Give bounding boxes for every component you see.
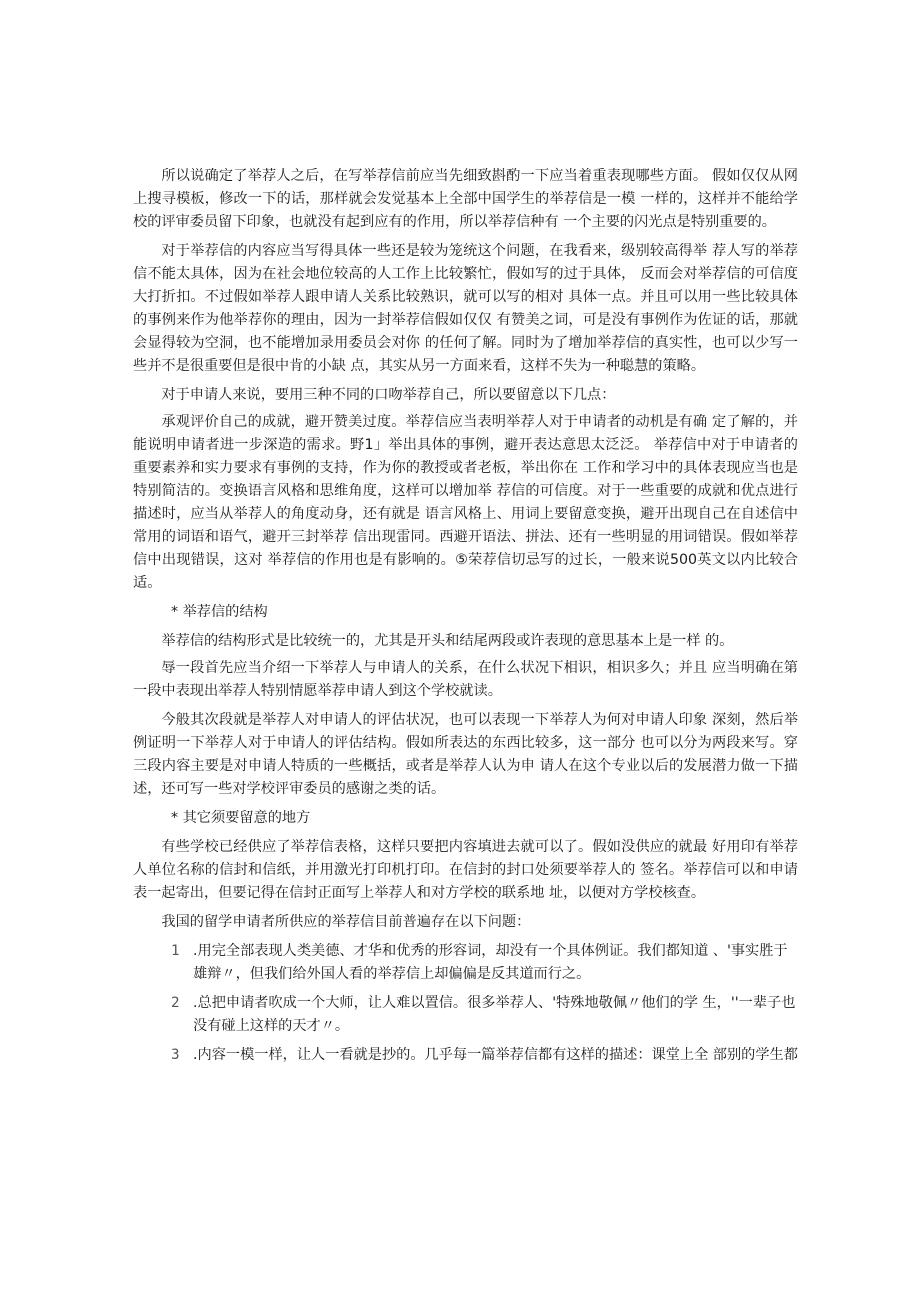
paragraph-three-voices-intro: 对于申请人来说，要用三种不同的口吻举荐自己，所以要留意以下几点： bbox=[161, 387, 616, 403]
list-item-text: .总把申请者吹成一个大师，让人难以置信。很多举荐人、'特殊地敬佩〃他们的学 生，''一辈子也没有碰上这样的天才〃。 bbox=[193, 995, 796, 1034]
paragraph-forms-and-envelopes: 有些学校已经供应了举荐信表格，这样只要把内容填进去就可以了。假如没供应的就最 好用印有举荐人单位名称的信封和信纸，并用激光打印机打印。在信封的封口处须要举荐人的 签名。举荐信可以和申请表一起寄出，但要记得在信封正面写上举荐人和对方学校的联系地 址，以便对方学校核查。 bbox=[133, 839, 798, 901]
section-heading-other-notes: * 其它须要留意的地方 bbox=[171, 810, 311, 826]
paragraph-second-third-section: 今般其次段就是举荐人对申请人的评估状况，也可以表现一下举荐人为何对申请人印象 深刻，然后举例证明一下举荐人对于申请人的评估结构。假如所表达的东西比较多，这一部分 也可以分为两段来写。穿三段内容主要是对申请人特质的一些概括，或者是举荐人认为申 请人在这个专业以后的发展潜力做一下描述，还可写一些对学校评审委员的感谢之类的话。 bbox=[133, 712, 798, 797]
paragraph-common-problems-intro: 我国的留学申请者所供应的举荐信目前普遍存在以下问题： bbox=[161, 914, 531, 930]
list-number: 2 bbox=[171, 995, 180, 1011]
paragraph-structure-overview: 举荐信的结构形式是比较统一的，尤其是开头和结尾两段或许表现的意思基本上是一样 的。 bbox=[161, 633, 734, 649]
paragraph-choosing-recommender: 所以说确定了举荐人之后，在写举荐信前应当先细致斟酌一下应当着重表现哪些方面。 假如仅仅从网上搜寻模板，修改一下的话，那样就会发觉基本上全部中国学生的举荐信是一模 一样的，这样并不能给学校的评审委员留下印象，也就没有起到应有的作用，所以举荐信种有 一个主要的闪光点是特别重要的。 bbox=[133, 168, 798, 230]
list-number: 1 bbox=[171, 943, 180, 959]
list-item-text: .用完全部表现人类美德、才华和优秀的形容词，却没有一个具体例证。我们都知道 、'事实胜于雄辩〃，但我们给外国人看的举荐信上却偏偏是反其道而行之。 bbox=[193, 943, 788, 982]
paragraph-level-of-detail: 对于举荐信的内容应当写得具体一些还是较为笼统这个问题，在我看来，级别较高得举 荐人写的举荐信不能太具体，因为在社会地位较高的人工作上比较繁忙，假如写的过于具体， 反而会对举荐信的可信度大打折扣。不过假如举荐人跟申请人关系比较熟识，就可以写的相对 具体一点。并且可以用一些比较具体的事例来作为他举荐你的理由，因为一封举荐信假如仅仅 有赞美之词，可是没有事例作为佐证的话，那就会显得较为空洞，也不能增加录用委员会对你 的任何了解。同时为了增加举荐信的真实性，也可以少写一些并不是很重要但是很中肯的小缺 点，其实从另一方面来看，这样不失为一种聪慧的策略。 bbox=[133, 243, 798, 374]
paragraph-tips: 承观评价自己的成就，避开赞美过度。举荐信应当表明举荐人对于申请者的动机是有确 定了解的，并能说明申请者进一步深造的需求。野1」举出具体的事例，避开表达意思太泛泛。 举荐信中对于申请者的重要素养和实力要求有事例的支持，作为你的教授或者老板，举出你在 工作和学习中的具体表现应当也是特别简洁的。变换语言风格和思维角度，这样可以增加举 荐信的可信度。对于一些重要的成就和优点进行描述时，应当从举荐人的角度动身，还有就是 语言风格上、用词上要留意变换，避开出现自己在自述信中常用的词语和语气，避开三封举荐 信出现雷同。西避开语法、拼法、还有一些明显的用词错误。假如举荐信中出现错误，这对 举荐信的作用也是有影响的。⑤荣荐信切忌写的过长，一般来说500英文以内比较合适。 bbox=[133, 414, 798, 591]
list-number: 3 bbox=[171, 1047, 180, 1063]
list-item bbox=[133, 940, 798, 986]
problems-list bbox=[133, 940, 798, 1067]
list-item bbox=[133, 1044, 798, 1067]
section-heading-structure: * 举荐信的结构 bbox=[171, 604, 268, 620]
list-item bbox=[133, 992, 798, 1038]
paragraph-first-section: 辱一段首先应当介绍一下举荐人与申请人的关系，在什么状况下相识，相识多久；并且 应当明确在第一段中表现出举荐人特别情愿举荐申请人到这个学校就读。 bbox=[133, 660, 798, 699]
document-body bbox=[133, 165, 798, 1073]
list-item-text: .内容一模一样，让人一看就是抄的。几乎每一篇举荐信都有这样的描述：课堂上全 部别的学生都 bbox=[193, 1047, 798, 1063]
